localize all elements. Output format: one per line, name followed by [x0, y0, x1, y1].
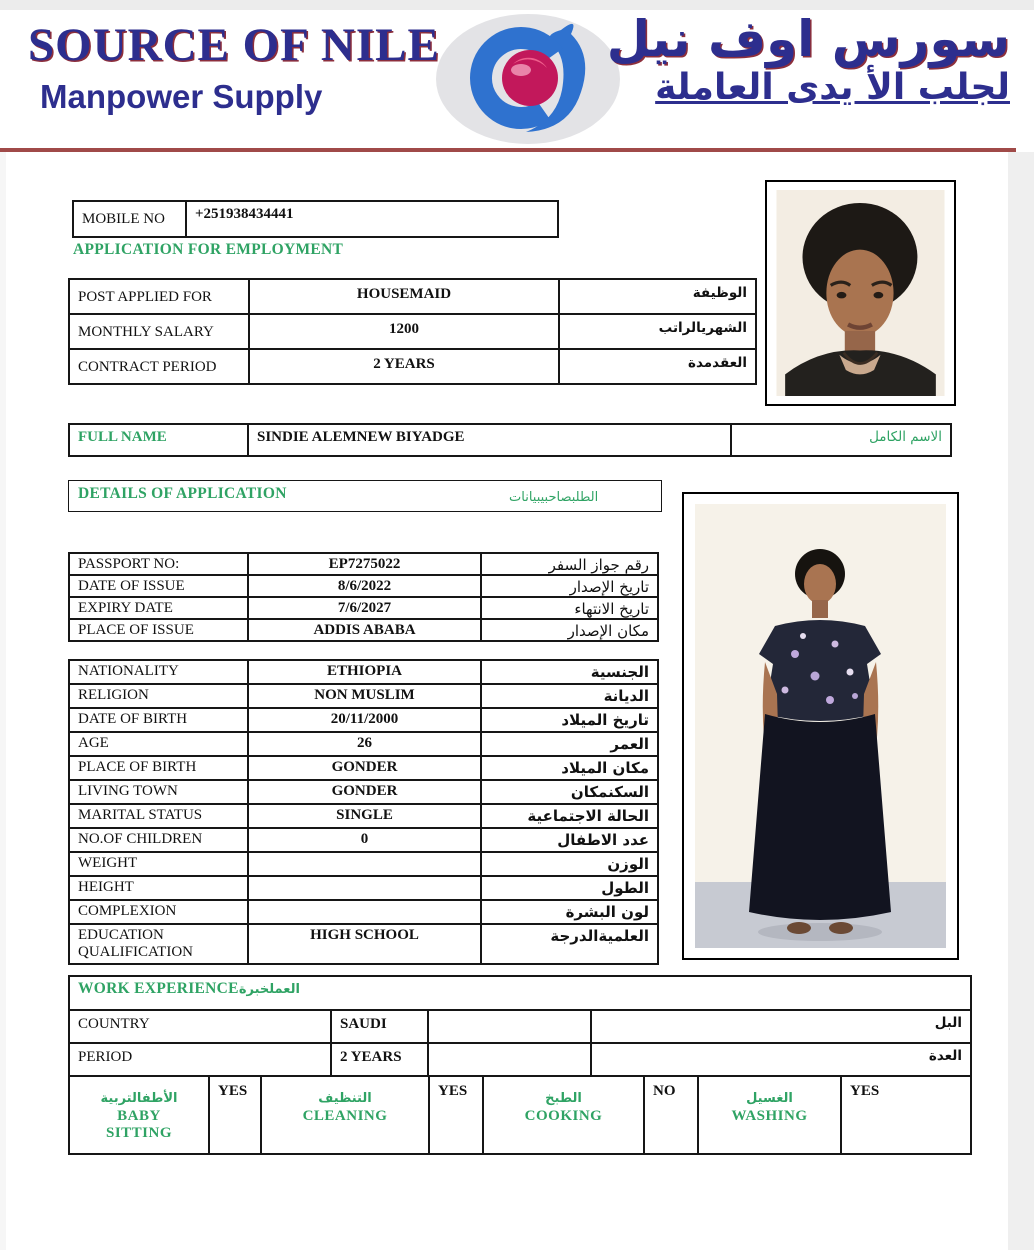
- row-value: 1200: [249, 314, 559, 349]
- skill-name-arabic: الغسيل: [746, 1091, 793, 1106]
- row-label-arabic: عدد الاطفال: [481, 828, 658, 852]
- row-label: AGE: [69, 732, 248, 756]
- row-label-arabic: الشهريالراتب: [559, 314, 756, 349]
- row-value: HOUSEMAID: [249, 279, 559, 314]
- row-label-arabic: تاريخ الميلاد: [481, 708, 658, 732]
- row-label-arabic: رقم جواز السفر: [481, 553, 658, 575]
- brand-arabic: [607, 12, 1010, 108]
- row-label: DATE OF ISSUE: [69, 575, 248, 597]
- skills-row: [69, 1076, 971, 1154]
- row-label-arabic: تاريخ الإصدار: [481, 575, 658, 597]
- row-label-arabic: الحالة الاجتماعية: [481, 804, 658, 828]
- company-name: SOURCE OF NILE: [28, 19, 440, 71]
- mobile-table: [72, 200, 559, 238]
- brand-english: [28, 18, 440, 116]
- row-label: EXPIRY DATE: [69, 597, 248, 619]
- post-applied-table: [68, 278, 757, 385]
- scan-edge-left: [0, 152, 6, 1250]
- details-of-application-box: [68, 480, 662, 512]
- full-name-label: FULL NAME: [69, 424, 248, 456]
- row-label: POST APPLIED FOR: [69, 279, 249, 314]
- row-label: NATIONALITY: [69, 660, 248, 684]
- row-value: [248, 852, 481, 876]
- row-value: 2 YEARS: [331, 1043, 428, 1076]
- row-value: 26: [248, 732, 481, 756]
- passport-table: [68, 552, 659, 642]
- row-value: 20/11/2000: [248, 708, 481, 732]
- skill-name-arabic: التنظيف: [318, 1091, 372, 1106]
- row-label: PLACE OF ISSUE: [69, 619, 248, 641]
- skill-name: CLEANING: [302, 1108, 388, 1124]
- row-empty-cell: [428, 1043, 591, 1076]
- skill-answer-cell: YES: [429, 1076, 483, 1154]
- skill-name-arabic: الطبخ: [545, 1091, 582, 1106]
- full-name-label-arabic: الاسم الكامل: [731, 424, 951, 456]
- row-value: SINGLE: [248, 804, 481, 828]
- row-label-arabic: العمر: [481, 732, 658, 756]
- scan-edge-right: [1008, 152, 1034, 1250]
- passport-photo: [765, 180, 956, 406]
- work-experience-title-row: [69, 976, 971, 1010]
- row-label-arabic: مكان الإصدار: [481, 619, 658, 641]
- row-value: ETHIOPIA: [248, 660, 481, 684]
- company-tagline-arabic: لجلب الأ يدى العاملة: [655, 67, 1010, 108]
- row-label: MARITAL STATUS: [69, 804, 248, 828]
- row-label: DATE OF BIRTH: [69, 708, 248, 732]
- full-body-photo: [682, 492, 959, 960]
- skill-name: WASHING: [731, 1108, 808, 1124]
- skill-name-arabic: الأطفالتربية: [100, 1091, 178, 1106]
- company-logo-icon: [433, 12, 623, 146]
- row-value: 2 YEARS: [249, 349, 559, 384]
- skill-answer-cell: YES: [209, 1076, 261, 1154]
- row-label-arabic: العقدمدة: [559, 349, 756, 384]
- row-label-arabic: العدة: [591, 1043, 971, 1076]
- skill-name-cell: [69, 1076, 209, 1154]
- work-experience-table: [68, 975, 972, 1155]
- row-label-arabic: الوظيفة: [559, 279, 756, 314]
- row-label-arabic: الطول: [481, 876, 658, 900]
- company-tagline: Manpower Supply: [40, 78, 323, 115]
- row-value: 7/6/2027: [248, 597, 481, 619]
- row-label-arabic: البل: [591, 1010, 971, 1043]
- row-value: SAUDI: [331, 1010, 428, 1043]
- skill-answer-cell: NO: [644, 1076, 698, 1154]
- section-title-application: APPLICATION FOR EMPLOYMENT: [73, 241, 344, 258]
- row-label: MONTHLY SALARY: [69, 314, 249, 349]
- skill-answer-cell: YES: [841, 1076, 971, 1154]
- section-title-details: DETAILS OF APPLICATION: [78, 485, 287, 502]
- row-value: EP7275022: [248, 553, 481, 575]
- row-label-arabic: الوزن: [481, 852, 658, 876]
- full-name-table: [68, 423, 952, 457]
- row-label-arabic: تاريخ الانتهاء: [481, 597, 658, 619]
- row-label: LIVING TOWN: [69, 780, 248, 804]
- row-label: HEIGHT: [69, 876, 248, 900]
- skill-name: BABY SITTING: [105, 1108, 173, 1141]
- skill-name: COOKING: [524, 1108, 603, 1124]
- mobile-label: MOBILE NO: [73, 201, 186, 237]
- skill-name-cell: [483, 1076, 644, 1154]
- full-name-value: SINDIE ALEMNEW BIYADGE: [248, 424, 731, 456]
- row-value: GONDER: [248, 780, 481, 804]
- row-label: COUNTRY: [69, 1010, 331, 1043]
- row-label: CONTRACT PERIOD: [69, 349, 249, 384]
- company-name-arabic: سورس اوف نيل: [606, 10, 1010, 68]
- row-value: ADDIS ABABA: [248, 619, 481, 641]
- row-label-arabic: السكنمكان: [481, 780, 658, 804]
- row-label-arabic: الجنسية: [481, 660, 658, 684]
- row-label: NO.OF CHILDREN: [69, 828, 248, 852]
- work-experience-rows: [69, 1010, 971, 1076]
- row-value: NON MUSLIM: [248, 684, 481, 708]
- row-value: [248, 900, 481, 924]
- section-title-work-experience: WORK EXPERIENCE: [78, 980, 239, 997]
- row-value: [248, 876, 481, 900]
- row-label-arabic: مكان الميلاد: [481, 756, 658, 780]
- row-label: PLACE OF BIRTH: [69, 756, 248, 780]
- row-value: 8/6/2022: [248, 575, 481, 597]
- row-label: RELIGION: [69, 684, 248, 708]
- row-label-arabic: لون البشرة: [481, 900, 658, 924]
- row-label-arabic: الديانة: [481, 684, 658, 708]
- mobile-value: +251938434441: [186, 201, 558, 237]
- row-empty-cell: [428, 1010, 591, 1043]
- scan-edge-top: [0, 0, 1034, 10]
- personal-details-table: [68, 659, 659, 965]
- row-label: PERIOD: [69, 1043, 331, 1076]
- row-label: WEIGHT: [69, 852, 248, 876]
- row-value: GONDER: [248, 756, 481, 780]
- row-label: EDUCATION QUALIFICATION: [69, 924, 248, 964]
- letterhead: [0, 10, 1016, 152]
- section-title-details-arabic: الطلبصاحبيبيانات: [509, 490, 599, 505]
- section-title-work-experience-arabic: العملخبرة: [238, 982, 300, 997]
- row-value: HIGH SCHOOL: [248, 924, 481, 964]
- row-label: PASSPORT NO:: [69, 553, 248, 575]
- skill-name-cell: [698, 1076, 841, 1154]
- row-value: 0: [248, 828, 481, 852]
- row-label: COMPLEXION: [69, 900, 248, 924]
- row-label-arabic: العلميةالدرجة: [481, 924, 658, 964]
- skill-name-cell: [261, 1076, 429, 1154]
